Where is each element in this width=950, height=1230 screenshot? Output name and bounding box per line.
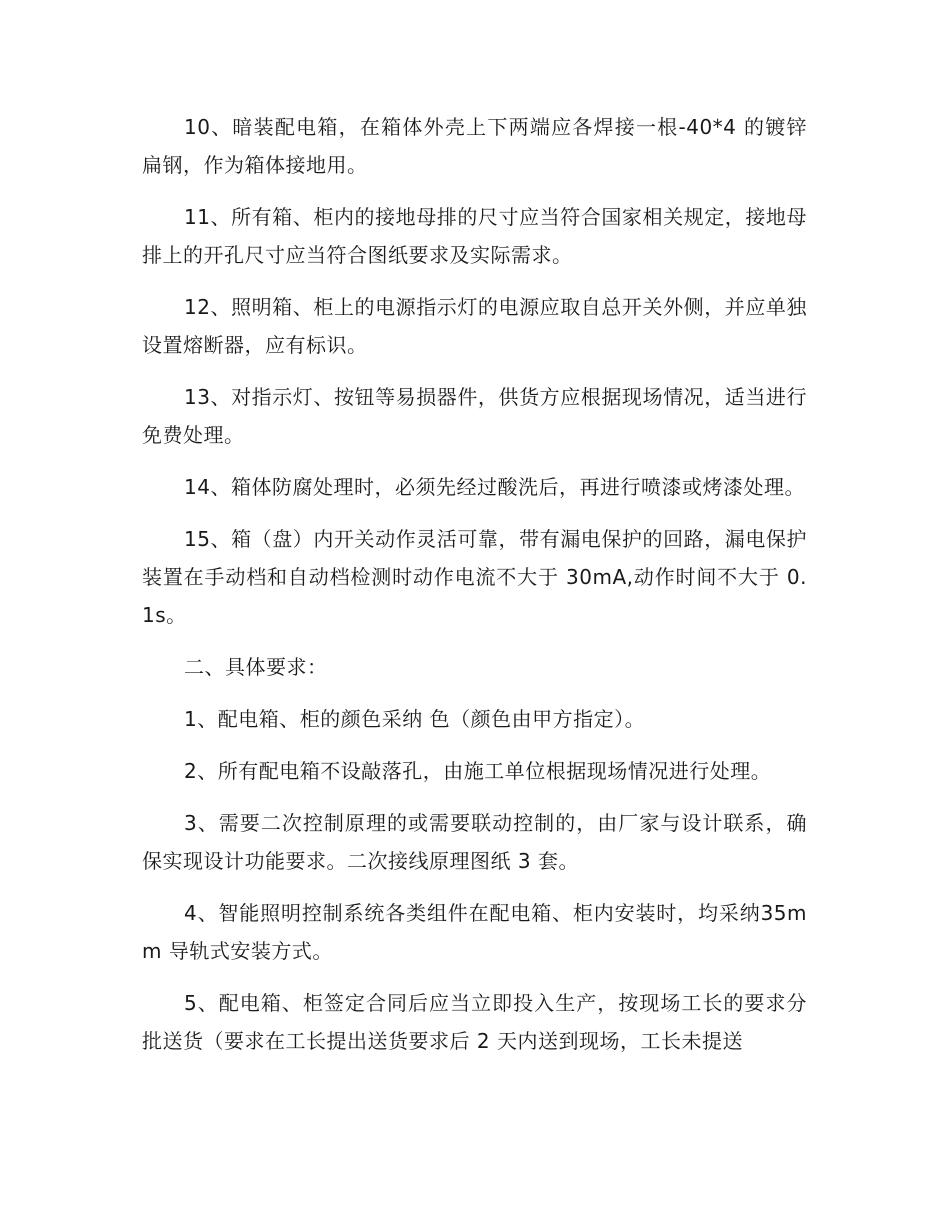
paragraph-item-15: 15、箱（盘）内开关动作灵活可靠，带有漏电保护的回路，漏电保护装置在手动档和自动档检测时动作电流不大于 30mA,动作时间不大于 0.1s。 [142,527,807,627]
document-body [142,108,807,1074]
paragraph-item-14: 14、箱体防腐处理时，必须先经过酸洗后，再进行喷漆或烤漆处理。 [184,475,805,499]
section-heading: 二、具体要求： [184,655,328,679]
paragraph-item-12: 12、照明箱、柜上的电源指示灯的电源应取自总开关外侧，并应单独设置熔断器，应有标识。 [142,295,807,357]
paragraph-item-11: 11、所有箱、柜内的接地母排的尺寸应当符合国家相关规定，接地母排上的开孔尺寸应当符合图纸要求及实际需求。 [142,205,807,267]
requirement-item-4: 4、智能照明控制系统各类组件在配电箱、柜内安装时，均采纳35mm 导轨式安装方式。 [142,901,807,963]
paragraph-item-13: 13、对指示灯、按钮等易损器件，供货方应根据现场情况，适当进行免费处理。 [142,385,807,447]
requirement-item-1: 1、配电箱、柜的颜色采纳 色（颜色由甲方指定）。 [184,707,646,731]
requirement-item-3: 3、需要二次控制原理的或需要联动控制的，由厂家与设计联系，确保实现设计功能要求。二次接线原理图纸 3 套。 [142,811,807,873]
requirement-item-2: 2、所有配电箱不设敲落孔，由施工单位根据现场情况进行处理。 [184,759,772,783]
requirement-item-5: 5、配电箱、柜签定合同后应当立即投入生产，按现场工长的要求分批送货（要求在工长提出送货要求后 2 天内送到现场，工长未提送 [142,991,807,1053]
paragraph-item-10: 10、暗装配电箱，在箱体外壳上下两端应各焊接一根-40*4 的镀锌扁钢，作为箱体接地用。 [142,115,807,177]
